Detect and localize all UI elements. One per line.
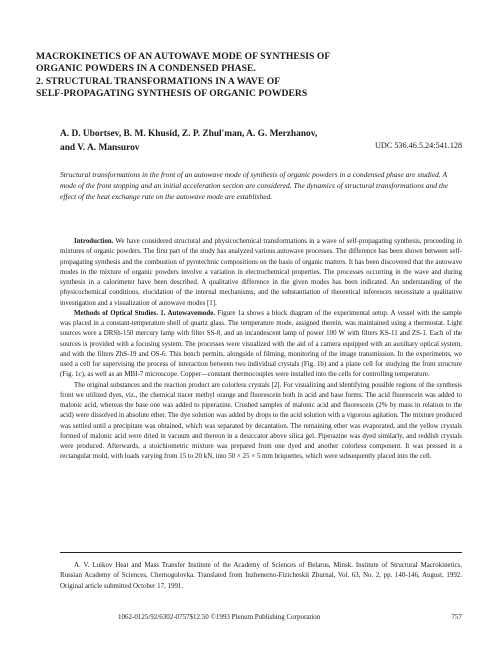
title-line: MACROKINETICS OF AN AUTOWAVE MODE OF SYNTHESIS OF [36,51,331,62]
methods-heading: Methods of Optical Studies. 1. Autowavemode. [74,308,216,317]
methods-paragraph [60,308,462,380]
footnote [60,560,462,591]
udc-code: UDC 536.46.5.24:541.128 [375,141,463,150]
article-title [36,51,456,101]
authors-line-1: A. D. Ubortsev, B. M. Khusid, Z. P. Zhul'man, A. G. Merzhanov, [60,129,318,139]
title-line: SELF-PROPAGATING SYNTHESIS OF ORGANIC POWDERS [36,88,308,100]
methods-text: Figure 1a shows a block diagram of the experimental setup. A vessel with the sample was placed in a constant-temperature shell of quartz glass. The temperature mode, assigned therein, was maintained using a thermostat. Light sources were a DRSh-150 mercury lamp with filter SS-8, and an incandescent lamp of power 100 W with filters KS-11 and ZS-1. Each of the sources is provided with a focusing system. The processes were visualized with the aid of a camera equipped with an auxiliary optical system, and with the filters ZhS-19 and OS-6. This bench permits, alongside of filming, monitoring of the image transmission. In the experiments, we used a cell for supervising the process of interaction between two individual crystals (Fig. 1b) and a plane cell for studying the front structure (Fig. 1c), as well as an MBI-7 microscope. Copper—constant thermocouples were installed into the cells for controlling temperature. [60,308,462,379]
footnote-text: A. V. Luikov Heat and Mass Transfer Institute of the Academy of Sciences of Belarus, Minsk. Institute of Structural Macrokinetics, Russian Academy of Sciences, Chernogolovka. Translated from Inzhenerno-Fizicheskii Zhurnal, Vol. 63, No. 2, pp. 140-146, August, 1992. Original article submitted October 17, 1991. [60,561,462,590]
title-line: ORGANIC POWDERS IN A CONDENSED PHASE. [36,63,256,75]
abstract: Structural transformations in the front of an autowave mode of synthesis of organic powders in a condensed phase are studied. A mode of the front stopping and an initial acceleration section are considered. The dynamics of structural transformations and the effect of the heat exchange rate on the autowave mode are established. [60,170,449,201]
title-line: 2. STRUCTURAL TRANSFORMATIONS IN A WAVE OF [36,75,281,87]
authors-line-2: and V. A. Mansurov [60,143,140,153]
page-footer [60,613,462,625]
author-list [60,127,360,155]
copyright-line: 1062-0125/92/6302-0757$12.50 ©1993 Plenum Publishing Corporation [118,613,321,621]
article-body [60,236,462,462]
introduction-heading: Introduction. [74,237,114,245]
footnote-divider [60,552,462,553]
introduction-text: We have considered structural and physicochemical transformations in a wave of self-propagating synthesis, proceeding in mixtures of organic powders. The first part of the study has analyzed various autowave processes. The difference has been shown between self-propagating synthesis and the combustion of pyrotechnic compositions on the basis of organic matters. It has been discovered that the autowave modes in the mixture of organic powders involve a variation in electrochemical properties. The processes occurring in the wave and during synthesis in a calorimeter have been described. A qualitative difference in the given modes has been indicated. An understanding of the physicochemical conditions, elucidation of the internal mechanisms, and the substantiation of theoretical inferences necessitate a qualitative investigation and a visualization of autowave modes [1]. [60,237,462,307]
introduction-paragraph [60,236,462,308]
page-number: 757 [451,613,462,621]
substances-paragraph: The original substances and the reaction product are colorless crystals [2]. For visualizing and identifying possible regions of the synthesis front we utilized dyes, viz., the chemical tracer methyl orange and fluorescein both in acid and base forms. The acid fluorescein was added to malonic acid, whereas the base one was added to piperazine. Crushed samples of malonic acid and fluorescein (2% by mass in relation to the acid) were dissolved in absolute ether. The dye solution was added by drops to the acid solution with a vigorous agitation. The mixture produced was settled until a precipitate was obtained, which was separated by decantation. The remaining ether was evaporated, and the yellow crystals formed of malonic acid were dried in vacuum and thereon in a desiccator above silica gel. Piperazine was dyed similarly, and reddish crystals were produced. Afterwards, a stoichiometric mixture was prepared from one dyed and another colorless component. It was pressed in a rectangular mold, with loads varying from 15 to 20 kN, into 50 × 25 × 5 mm briquettes, which were subsequently placed into the cell. [60,380,462,461]
